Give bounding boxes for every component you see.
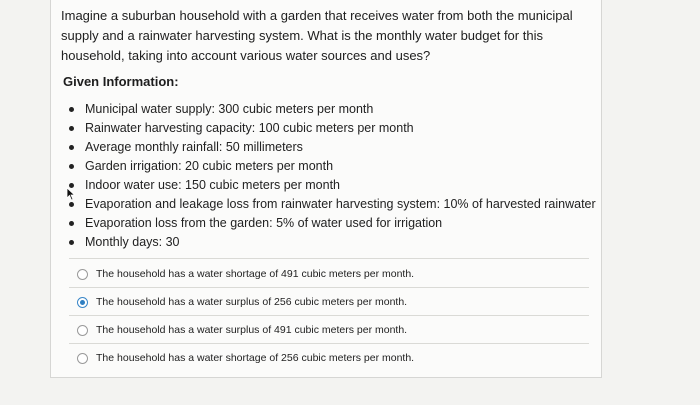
- list-item: Municipal water supply: 300 cubic meters per month: [65, 100, 596, 119]
- list-item: Monthly days: 30: [65, 233, 596, 252]
- answer-option-3[interactable]: [77, 319, 407, 341]
- radio-icon[interactable]: [77, 269, 88, 280]
- divider: [69, 343, 589, 344]
- option-label: The household has a water shortage of 491 cubic meters per month.: [96, 268, 415, 280]
- list-item: Rainwater harvesting capacity: 100 cubic meters per month: [65, 119, 596, 138]
- bullet-icon: [69, 145, 74, 150]
- divider: [69, 315, 589, 316]
- bullet-icon: [69, 202, 74, 207]
- list-item: Evaporation loss from the garden: 5% of water used for irrigation: [65, 214, 596, 233]
- divider: [69, 287, 589, 288]
- list-item: Evaporation and leakage loss from rainwater harvesting system: 10% of harvested rainwater: [65, 195, 596, 214]
- given-information-heading: Given Information:: [63, 74, 179, 89]
- question-text: Imagine a suburban household with a garden that receives water from both the municipal supply and a rainwater harvesting system. What is the monthly water budget for this household, taking into account various water sources and uses?: [61, 8, 573, 63]
- answer-option-1[interactable]: [77, 263, 414, 285]
- option-label: The household has a water shortage of 256 cubic meters per month.: [96, 352, 415, 364]
- divider: [69, 258, 589, 259]
- given-information-list: [65, 100, 596, 252]
- bullet-icon: [69, 126, 74, 131]
- bullet-icon: [69, 240, 74, 245]
- radio-checked-icon[interactable]: [77, 297, 88, 308]
- question-card: [50, 0, 602, 378]
- radio-icon[interactable]: [77, 353, 88, 364]
- bullet-icon: [69, 221, 74, 226]
- option-label: The household has a water surplus of 256 cubic meters per month.: [96, 296, 408, 308]
- list-item: Average monthly rainfall: 50 millimeters: [65, 138, 596, 157]
- list-item: Indoor water use: 150 cubic meters per month: [65, 176, 596, 195]
- radio-icon[interactable]: [77, 325, 88, 336]
- mouse-cursor-icon: [66, 187, 76, 201]
- list-item: Garden irrigation: 20 cubic meters per month: [65, 157, 596, 176]
- answer-option-2[interactable]: [77, 291, 407, 313]
- bullet-icon: [69, 107, 74, 112]
- option-label: The household has a water surplus of 491 cubic meters per month.: [96, 324, 408, 336]
- answer-option-4[interactable]: [77, 347, 414, 369]
- bullet-icon: [69, 164, 74, 169]
